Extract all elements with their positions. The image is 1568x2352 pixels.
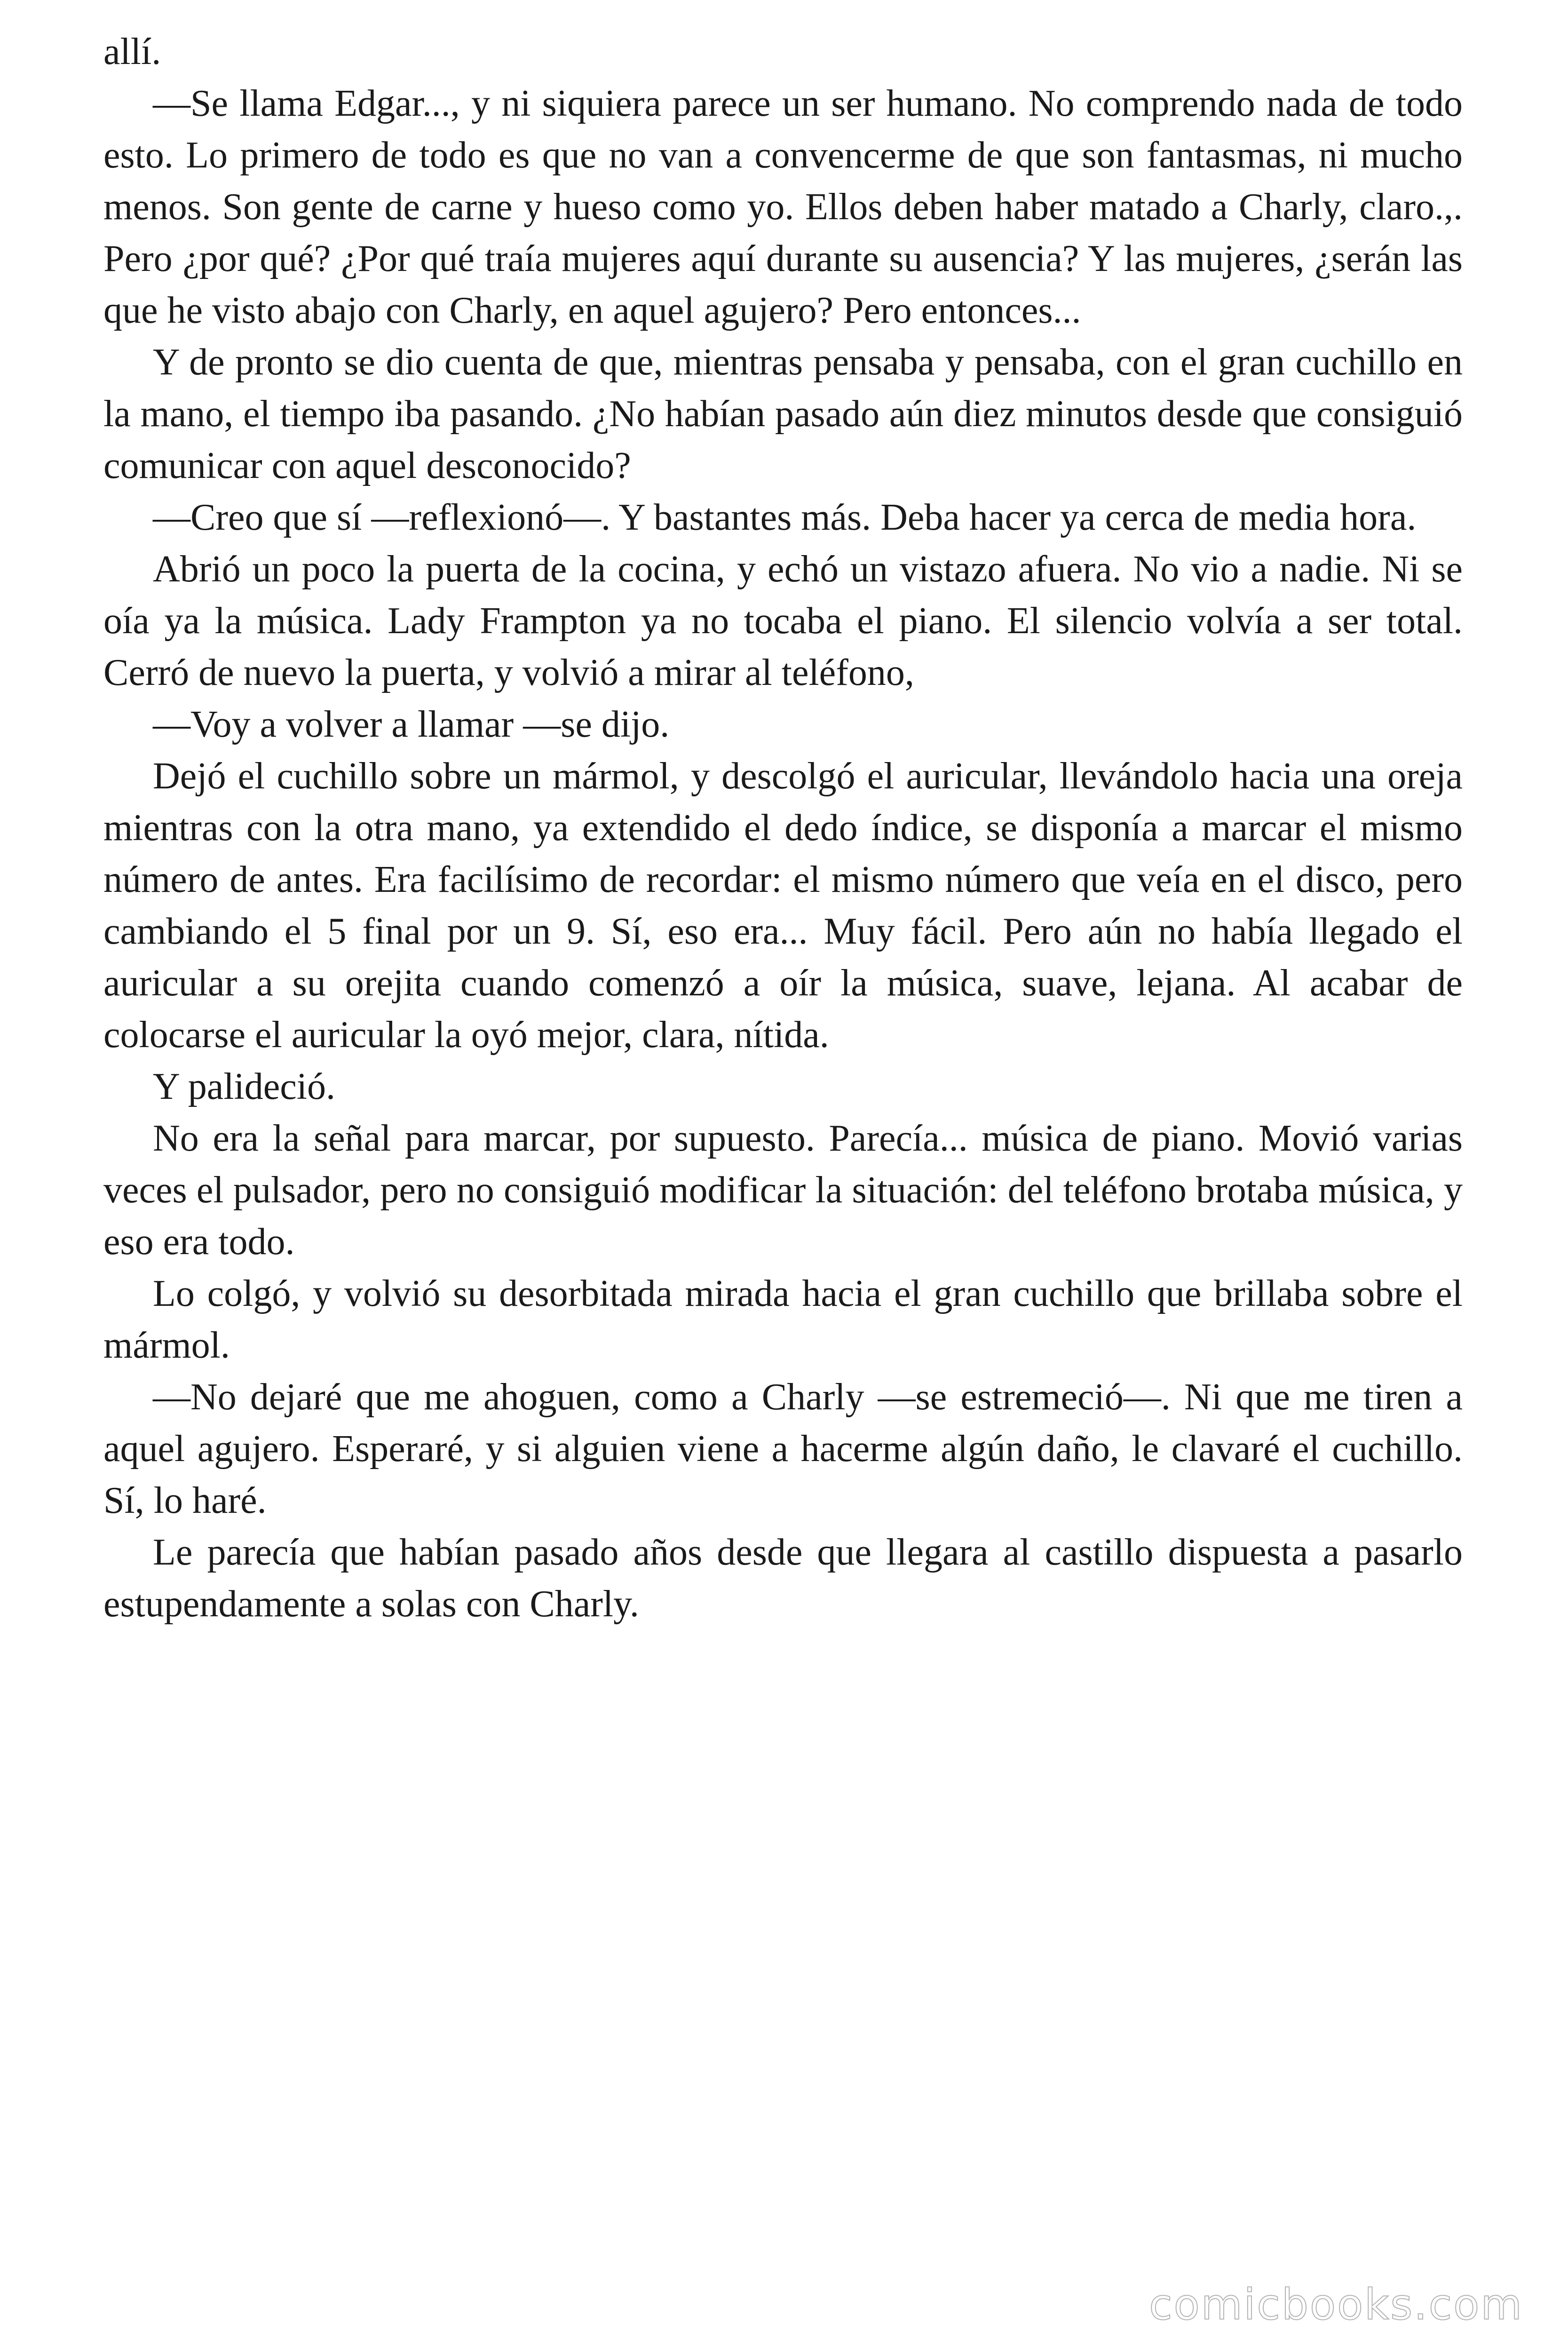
paragraph: —Creo que sí —reflexionó—. Y bastantes más. Deba hacer ya cerca de media hora. bbox=[153, 497, 1417, 538]
paragraph: allí. bbox=[103, 31, 161, 72]
paragraph: Dejó el cuchillo sobre un mármol, y descolgó el auricular, llevándolo hacia una oreja mientras con la otra mano, ya extendido el dedo índice, se disponía a marcar el mismo número de antes. Era facilísimo de recordar: el mismo número que veía en el disco, pero cambiando el 5 final por un 9. Sí, eso era... Muy fácil. Pero aún no había llegado el auricular a su orejita cuando comenzó a oír la música, suave, lejana. Al acabar de colocarse el auricular la oyó mejor, clara, nítida. bbox=[103, 755, 1463, 1056]
paragraph: Y de pronto se dio cuenta de que, mientras pensaba y pensaba, con el gran cuchillo en la mano, el tiempo iba pasando. ¿No habían pasado aún diez minutos desde que consiguió comunicar con aquel desconocido? bbox=[103, 342, 1463, 486]
paragraph: Abrió un poco la puerta de la cocina, y echó un vistazo afuera. No vio a nadie. Ni se oía ya la música. Lady Frampton ya no tocaba el piano. El silencio volvía a ser total. Cerró de nuevo la puerta, y volvió a mirar al teléfono, bbox=[103, 548, 1463, 693]
paragraph: Le parecía que habían pasado años desde que llegara al castillo dispuesta a pasarlo estupendamente a solas con Charly. bbox=[103, 1532, 1463, 1625]
paragraph: No era la señal para marcar, por supuesto. Parecía... música de piano. Movió varias veces el pulsador, pero no consiguió modificar la situación: del teléfono brotaba música, y eso era todo. bbox=[103, 1118, 1463, 1263]
paragraph: Lo colgó, y volvió su desorbitada mirada hacia el gran cuchillo que brillaba sobre el mármol. bbox=[103, 1273, 1463, 1366]
watermark: comicbooks.com bbox=[1149, 2280, 1523, 2329]
paragraph: —Voy a volver a llamar —se dijo. bbox=[153, 704, 670, 745]
paragraph: —Se llama Edgar..., y ni siquiera parece un ser humano. No comprendo nada de todo esto. Lo primero de todo es que no van a convencerme de que son fantasmas, ni mucho menos. Son gente de carne y hueso como yo. Ellos deben haber matado a Charly, claro.,. Pero ¿por qué? ¿Por qué traía mujeres aquí durante su ausencia? Y las mujeres, ¿serán las que he visto abajo con Charly, en aquel agujero? Pero entonces... bbox=[103, 83, 1463, 331]
paragraph: Y palideció. bbox=[153, 1066, 336, 1107]
page-body bbox=[103, 26, 1463, 1630]
paragraph: —No dejaré que me ahoguen, como a Charly —se estremeció—. Ni que me tiren a aquel agujero. Esperaré, y si alguien viene a hacerme algún daño, le clavaré el cuchillo. Sí, lo haré. bbox=[103, 1376, 1463, 1521]
